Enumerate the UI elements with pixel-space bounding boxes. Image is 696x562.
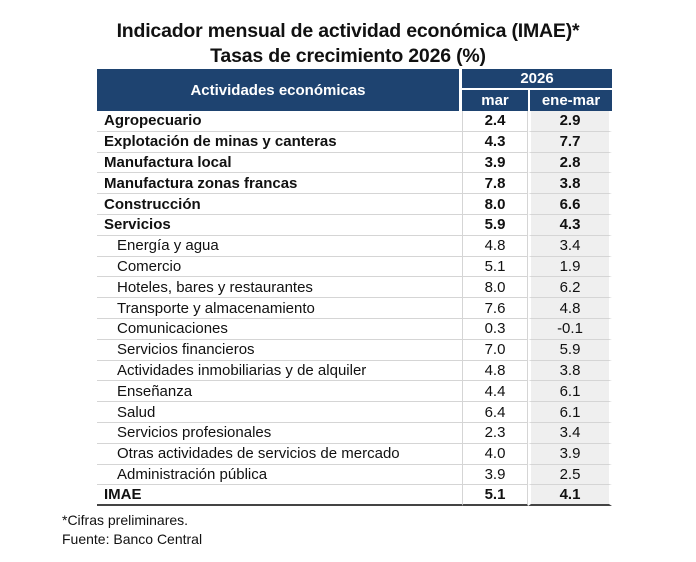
table-header xyxy=(97,69,612,111)
table-row xyxy=(97,423,612,444)
page-title: Indicador mensual de actividad económica (IMAE)* xyxy=(116,20,580,42)
value-mar: 3.9 xyxy=(462,153,528,174)
table-row xyxy=(97,444,612,465)
table-row xyxy=(97,319,612,340)
footnotes xyxy=(62,511,202,548)
value-ene-mar: 2.8 xyxy=(528,153,612,174)
footnote-source: Fuente: Banco Central xyxy=(62,530,203,547)
activity-label: Hoteles, bares y restaurantes xyxy=(97,277,462,298)
table-row xyxy=(97,132,612,153)
value-ene-mar: 6.6 xyxy=(528,194,612,215)
table-row xyxy=(97,298,612,319)
value-ene-mar: -0.1 xyxy=(528,319,612,340)
value-mar: 7.6 xyxy=(462,298,528,319)
activity-label: Actividades inmobiliarias y de alquiler xyxy=(97,361,462,382)
imae-table xyxy=(97,69,612,506)
value-mar: 4.8 xyxy=(462,236,528,257)
table-row xyxy=(97,277,612,298)
value-ene-mar: 4.8 xyxy=(528,298,612,319)
column-header-ene-mar: ene-mar xyxy=(528,90,612,111)
table-row xyxy=(97,173,612,194)
column-header-activities: Actividades económicas xyxy=(97,69,462,111)
value-ene-mar: 3.9 xyxy=(528,444,612,465)
value-mar: 5.1 xyxy=(462,485,528,506)
value-ene-mar: 5.9 xyxy=(528,340,612,361)
value-mar: 3.9 xyxy=(462,465,528,486)
value-mar: 6.4 xyxy=(462,402,528,423)
table-row xyxy=(97,215,612,236)
value-mar: 8.0 xyxy=(462,277,528,298)
value-mar: 2.3 xyxy=(462,423,528,444)
value-mar: 4.0 xyxy=(462,444,528,465)
value-ene-mar: 6.1 xyxy=(528,381,612,402)
title-block xyxy=(0,19,696,69)
value-ene-mar: 3.8 xyxy=(528,361,612,382)
value-mar: 4.3 xyxy=(462,132,528,153)
table-row xyxy=(97,381,612,402)
activity-label: Servicios profesionales xyxy=(97,423,462,444)
value-mar: 5.1 xyxy=(462,257,528,278)
value-ene-mar: 2.9 xyxy=(528,111,612,132)
activity-label: Administración pública xyxy=(97,465,462,486)
table-row xyxy=(97,111,612,132)
activity-label: Otras actividades de servicios de mercado xyxy=(97,444,462,465)
page-subtitle: Tasas de crecimiento 2026 (%) xyxy=(210,45,486,67)
value-ene-mar: 3.4 xyxy=(528,423,612,444)
value-ene-mar: 6.2 xyxy=(528,277,612,298)
activity-label: Explotación de minas y canteras xyxy=(97,132,462,153)
value-mar: 8.0 xyxy=(462,194,528,215)
activity-label: Manufactura zonas francas xyxy=(97,173,462,194)
value-ene-mar: 4.3 xyxy=(528,215,612,236)
activity-label: Servicios financieros xyxy=(97,340,462,361)
value-mar: 4.8 xyxy=(462,361,528,382)
activity-label: Construcción xyxy=(97,194,462,215)
activity-label: Enseñanza xyxy=(97,381,462,402)
table-row xyxy=(97,340,612,361)
value-mar: 7.8 xyxy=(462,173,528,194)
value-mar: 4.4 xyxy=(462,381,528,402)
value-ene-mar: 7.7 xyxy=(528,132,612,153)
table-row xyxy=(97,236,612,257)
column-header-mar: mar xyxy=(462,90,528,111)
header-row-year xyxy=(97,69,612,90)
activity-label: Agropecuario xyxy=(97,111,462,132)
table-row xyxy=(97,257,612,278)
value-mar: 5.9 xyxy=(462,215,528,236)
value-ene-mar: 3.8 xyxy=(528,173,612,194)
value-mar: 0.3 xyxy=(462,319,528,340)
table-row xyxy=(97,194,612,215)
table-row xyxy=(97,402,612,423)
value-ene-mar: 2.5 xyxy=(528,465,612,486)
table-row xyxy=(97,465,612,486)
value-mar: 7.0 xyxy=(462,340,528,361)
activity-label: Manufactura local xyxy=(97,153,462,174)
column-header-year: 2026 xyxy=(462,69,612,90)
activity-label: Comercio xyxy=(97,257,462,278)
activity-label: Transporte y almacenamiento xyxy=(97,298,462,319)
table-row xyxy=(97,361,612,382)
value-ene-mar: 3.4 xyxy=(528,236,612,257)
activity-label: Comunicaciones xyxy=(97,319,462,340)
footnote-preliminary: *Cifras preliminares. xyxy=(62,512,189,528)
value-ene-mar: 4.1 xyxy=(528,485,612,506)
activity-label: Servicios xyxy=(97,215,462,236)
table-row xyxy=(97,153,612,174)
table-body xyxy=(97,111,612,506)
value-ene-mar: 1.9 xyxy=(528,257,612,278)
activity-label: Energía y agua xyxy=(97,236,462,257)
value-mar: 2.4 xyxy=(462,111,528,132)
table-row xyxy=(97,485,612,506)
value-ene-mar: 6.1 xyxy=(528,402,612,423)
activity-label: Salud xyxy=(97,402,462,423)
activity-label: IMAE xyxy=(97,485,462,506)
